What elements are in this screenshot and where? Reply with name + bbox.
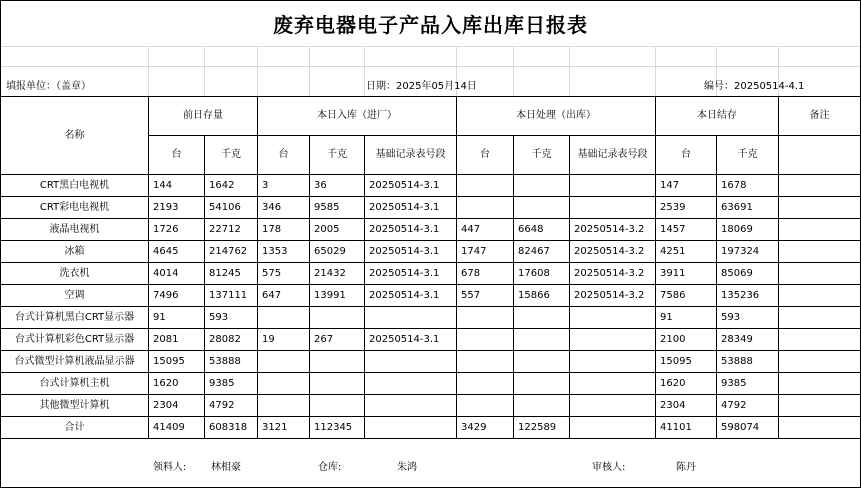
cell-prev-kg: 608318 (205, 417, 258, 439)
cell-balance-kg: 53888 (717, 351, 779, 373)
cell-balance-kg: 4792 (717, 395, 779, 417)
cell-in-kg: 21432 (310, 263, 365, 285)
cell-balance-kg: 598074 (717, 417, 779, 439)
cell-prev-tai: 1726 (149, 219, 205, 241)
cell-in-tai: 647 (258, 285, 310, 307)
warehouse-name: 朱鸿 (397, 462, 417, 473)
cell-out-record: 20250514-3.2 (570, 263, 656, 285)
cell-in-kg: 112345 (310, 417, 365, 439)
cell-prev-tai: 144 (149, 175, 205, 197)
cell-balance-kg: 9385 (717, 373, 779, 395)
cell-prev-kg: 137111 (205, 285, 258, 307)
cell-name: 其他微型计算机 (1, 395, 149, 417)
col-header-record-no: 基础记录表号段 (570, 136, 656, 175)
col-header-kg: 千克 (717, 136, 779, 175)
col-header-tai: 台 (656, 136, 717, 175)
receiver-name: 林相豪 (211, 462, 241, 473)
cell-out-tai: 447 (457, 219, 514, 241)
report-number: 编号：20250514-4.1 (704, 81, 805, 92)
cell-balance-tai: 4251 (656, 241, 717, 263)
warehouse-label: 仓库: (318, 462, 342, 473)
cell-out-tai: 557 (457, 285, 514, 307)
cell-out-tai: 678 (457, 263, 514, 285)
cell-out-kg: 122589 (514, 417, 570, 439)
cell-in-tai: 575 (258, 263, 310, 285)
cell-prev-tai: 4014 (149, 263, 205, 285)
cell-in-record: 20250514-3.1 (365, 285, 457, 307)
cell-balance-tai: 2100 (656, 329, 717, 351)
cell-balance-tai: 2539 (656, 197, 717, 219)
auditor-label: 审核人: (592, 462, 626, 473)
col-header-in-today: 本日入库（进厂） (258, 97, 457, 136)
col-header-kg: 千克 (310, 136, 365, 175)
cell-out-tai: 1747 (457, 241, 514, 263)
cell-in-record: 20250514-3.1 (365, 219, 457, 241)
cell-prev-kg: 1642 (205, 175, 258, 197)
cell-out-kg: 17608 (514, 263, 570, 285)
cell-name: 洗衣机 (1, 263, 149, 285)
cell-name: 台式微型计算机液晶显示器 (1, 351, 149, 373)
cell-balance-tai: 7586 (656, 285, 717, 307)
cell-name: 台式计算机黑白CRT显示器 (1, 307, 149, 329)
col-header-remark: 备注 (779, 97, 861, 136)
cell-name: 液晶电视机 (1, 219, 149, 241)
cell-prev-kg: 53888 (205, 351, 258, 373)
cell-in-tai: 3121 (258, 417, 310, 439)
receiver-label: 领料人: (153, 462, 187, 473)
cell-name: 台式计算机彩色CRT显示器 (1, 329, 149, 351)
cell-balance-tai: 15095 (656, 351, 717, 373)
cell-prev-tai: 91 (149, 307, 205, 329)
cell-in-record: 20250514-3.1 (365, 241, 457, 263)
cell-prev-kg: 214762 (205, 241, 258, 263)
cell-balance-kg: 135236 (717, 285, 779, 307)
cell-in-kg: 2005 (310, 219, 365, 241)
cell-prev-kg: 22712 (205, 219, 258, 241)
cell-balance-kg: 63691 (717, 197, 779, 219)
cell-prev-tai: 1620 (149, 373, 205, 395)
cell-balance-tai: 2304 (656, 395, 717, 417)
cell-balance-tai: 147 (656, 175, 717, 197)
cell-prev-tai: 4645 (149, 241, 205, 263)
cell-prev-kg: 81245 (205, 263, 258, 285)
cell-in-record: 20250514-3.1 (365, 175, 457, 197)
cell-in-tai: 346 (258, 197, 310, 219)
col-header-tai: 台 (258, 136, 310, 175)
cell-out-kg: 15866 (514, 285, 570, 307)
cell-balance-kg: 1678 (717, 175, 779, 197)
cell-balance-tai: 41101 (656, 417, 717, 439)
cell-out-record: 20250514-3.2 (570, 285, 656, 307)
cell-balance-kg: 85069 (717, 263, 779, 285)
cell-in-record: 20250514-3.1 (365, 329, 457, 351)
cell-balance-tai: 91 (656, 307, 717, 329)
cell-in-kg: 36 (310, 175, 365, 197)
cell-in-kg: 13991 (310, 285, 365, 307)
cell-name: 冰箱 (1, 241, 149, 263)
cell-prev-tai: 2193 (149, 197, 205, 219)
cell-in-record: 20250514-3.1 (365, 263, 457, 285)
cell-prev-kg: 4792 (205, 395, 258, 417)
cell-out-tai: 3429 (457, 417, 514, 439)
col-header-name: 名称 (1, 97, 149, 175)
cell-in-tai: 1353 (258, 241, 310, 263)
cell-prev-tai: 7496 (149, 285, 205, 307)
cell-balance-kg: 593 (717, 307, 779, 329)
cell-prev-tai: 15095 (149, 351, 205, 373)
cell-prev-tai: 2081 (149, 329, 205, 351)
col-header-out-today: 本日处理（出库） (457, 97, 656, 136)
cell-in-tai: 3 (258, 175, 310, 197)
cell-prev-kg: 28082 (205, 329, 258, 351)
cell-in-tai: 19 (258, 329, 310, 351)
cell-in-kg: 267 (310, 329, 365, 351)
cell-name: 空调 (1, 285, 149, 307)
cell-in-tai: 178 (258, 219, 310, 241)
cell-balance-kg: 18069 (717, 219, 779, 241)
cell-name: 合计 (1, 417, 149, 439)
col-header-kg: 千克 (514, 136, 570, 175)
col-header-tai: 台 (457, 136, 514, 175)
cell-balance-tai: 3911 (656, 263, 717, 285)
cell-balance-kg: 28349 (717, 329, 779, 351)
col-header-record-no: 基础记录表号段 (365, 136, 457, 175)
cell-out-kg: 6648 (514, 219, 570, 241)
cell-prev-tai: 2304 (149, 395, 205, 417)
report-date: 日期：2025年05月14日 (366, 81, 477, 92)
col-header-tai: 台 (149, 136, 205, 175)
cell-prev-tai: 41409 (149, 417, 205, 439)
cell-balance-tai: 1457 (656, 219, 717, 241)
cell-prev-kg: 54106 (205, 197, 258, 219)
cell-name: CRT彩电电视机 (1, 197, 149, 219)
col-header-prev-stock: 前日存量 (149, 97, 258, 136)
cell-prev-kg: 593 (205, 307, 258, 329)
cell-out-record: 20250514-3.2 (570, 219, 656, 241)
cell-out-kg: 82467 (514, 241, 570, 263)
cell-in-record: 20250514-3.1 (365, 197, 457, 219)
col-header-kg: 千克 (205, 136, 258, 175)
reporting-unit: 填报单位：（盖章） (6, 81, 91, 92)
cell-balance-tai: 1620 (656, 373, 717, 395)
cell-in-kg: 9585 (310, 197, 365, 219)
cell-out-record: 20250514-3.2 (570, 241, 656, 263)
cell-name: CRT黑白电视机 (1, 175, 149, 197)
auditor-name: 陈丹 (676, 462, 696, 473)
cell-name: 台式计算机主机 (1, 373, 149, 395)
cell-balance-kg: 197324 (717, 241, 779, 263)
cell-prev-kg: 9385 (205, 373, 258, 395)
col-header-balance: 本日结存 (656, 97, 779, 136)
report-title: 废弃电器电子产品入库出库日报表 (273, 12, 588, 37)
cell-in-kg: 65029 (310, 241, 365, 263)
